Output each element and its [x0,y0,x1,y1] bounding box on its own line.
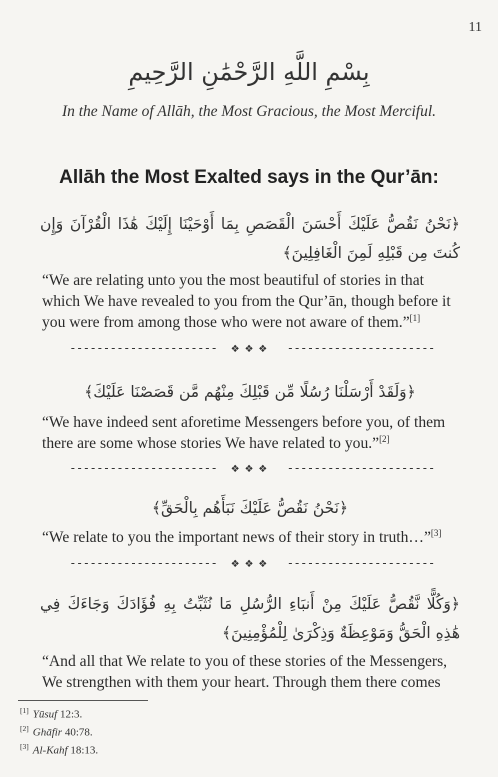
footnote-ref-text: 12:3. [59,708,83,721]
verse-translation [42,651,462,693]
verse-translation [42,412,462,454]
translation-text: “We relate to you the important news of their story in truth…” [42,529,431,546]
ornament-icon: ❖❖❖ [231,555,273,571]
footnote [20,706,82,721]
section-divider [42,555,462,571]
verse-translation [42,270,462,333]
basmala: بِسْمِ اللَّهِ الرَّحْمَٰنِ الرَّحِيمِ [128,58,370,86]
ornament-icon: ❖❖❖ [231,340,273,356]
footnote-book: Ghāfir [32,726,63,739]
footnote-mark: [3] [20,742,29,751]
divider-dashes: ---------------------- [69,556,218,570]
translation-text: “And all that We relate to you of these stories of the Messengers, We strengthen with them your heart. Through them there comes [42,653,448,691]
arabic-verse: ﴿وَكُلًّا نَّقُصُّ عَلَيْكَ مِنْ أَنبَاءِ الرُّسُلِ مَا نُثَبِّتُ بِهِ فُؤَادَكَ وَجَاءَكَ فِي هَٰذِهِ الْحَقُّ وَمَوْعِظَةٌ وَذِكْرَىٰ لِلْمُؤْمِنِينَ﴾ [40,595,460,642]
verse-translation [42,527,462,548]
footnote-mark: [1] [20,706,29,715]
divider-dashes: ---------------------- [69,341,218,355]
translation-text: “We are relating unto you the most beautiful of stories in that which We have revealed to you from the Qur’ān, though before it you were from among those who were not aware of them.” [42,272,451,331]
footnote-book: Yūsuf [32,708,58,721]
divider-dashes: ---------------------- [286,556,435,570]
footnote-ref: [3] [430,527,442,538]
page-number: 11 [468,20,482,35]
section-divider [42,340,462,356]
divider-dashes: ---------------------- [286,341,435,355]
arabic-verse: ﴿نَحْنُ نَقُصُّ عَلَيْكَ أَحْسَنَ الْقَصَصِ بِمَا أَوْحَيْنَا إِلَيْكَ هَٰذَا الْقُرْآنَ وَإِن كُنتَ مِن قَبْلِهِ لَمِنَ الْغَافِلِينَ﴾ [40,215,460,262]
ornament-icon: ❖❖❖ [231,460,273,476]
footnote-ref: [1] [409,312,421,323]
footnote-ref-text: 40:78. [64,726,93,739]
translation-text: “We have indeed sent aforetime Messengers before you, of them there are some whose stories We have related to you.” [42,414,446,452]
section-heading: Allāh the Most Exalted says in the Qur’ān: [59,167,439,188]
divider-dashes: ---------------------- [286,461,435,475]
arabic-verse: ﴿وَلَقَدْ أَرْسَلْنَا رُسُلًا مِّن قَبْلِكَ مِنْهُم مَّن قَصَصْنَا عَلَيْكَ﴾ [84,383,416,401]
footnote-mark: [2] [20,724,29,733]
divider-dashes: ---------------------- [69,461,218,475]
arabic-verse: ﴿نَحْنُ نَقُصُّ عَلَيْكَ نَبَأَهُم بِالْحَقِّ﴾ [151,499,349,517]
footnote-rule [18,700,148,701]
footnote [20,724,93,739]
basmala-translation: In the Name of Allāh, the Most Gracious, the Most Merciful. [61,103,437,120]
footnote-ref-text: 18:13. [70,744,99,757]
footnote-ref: [2] [379,433,390,444]
section-divider [42,460,462,476]
footnote-book: Al-Kahf [32,744,68,757]
footnote [20,742,98,757]
